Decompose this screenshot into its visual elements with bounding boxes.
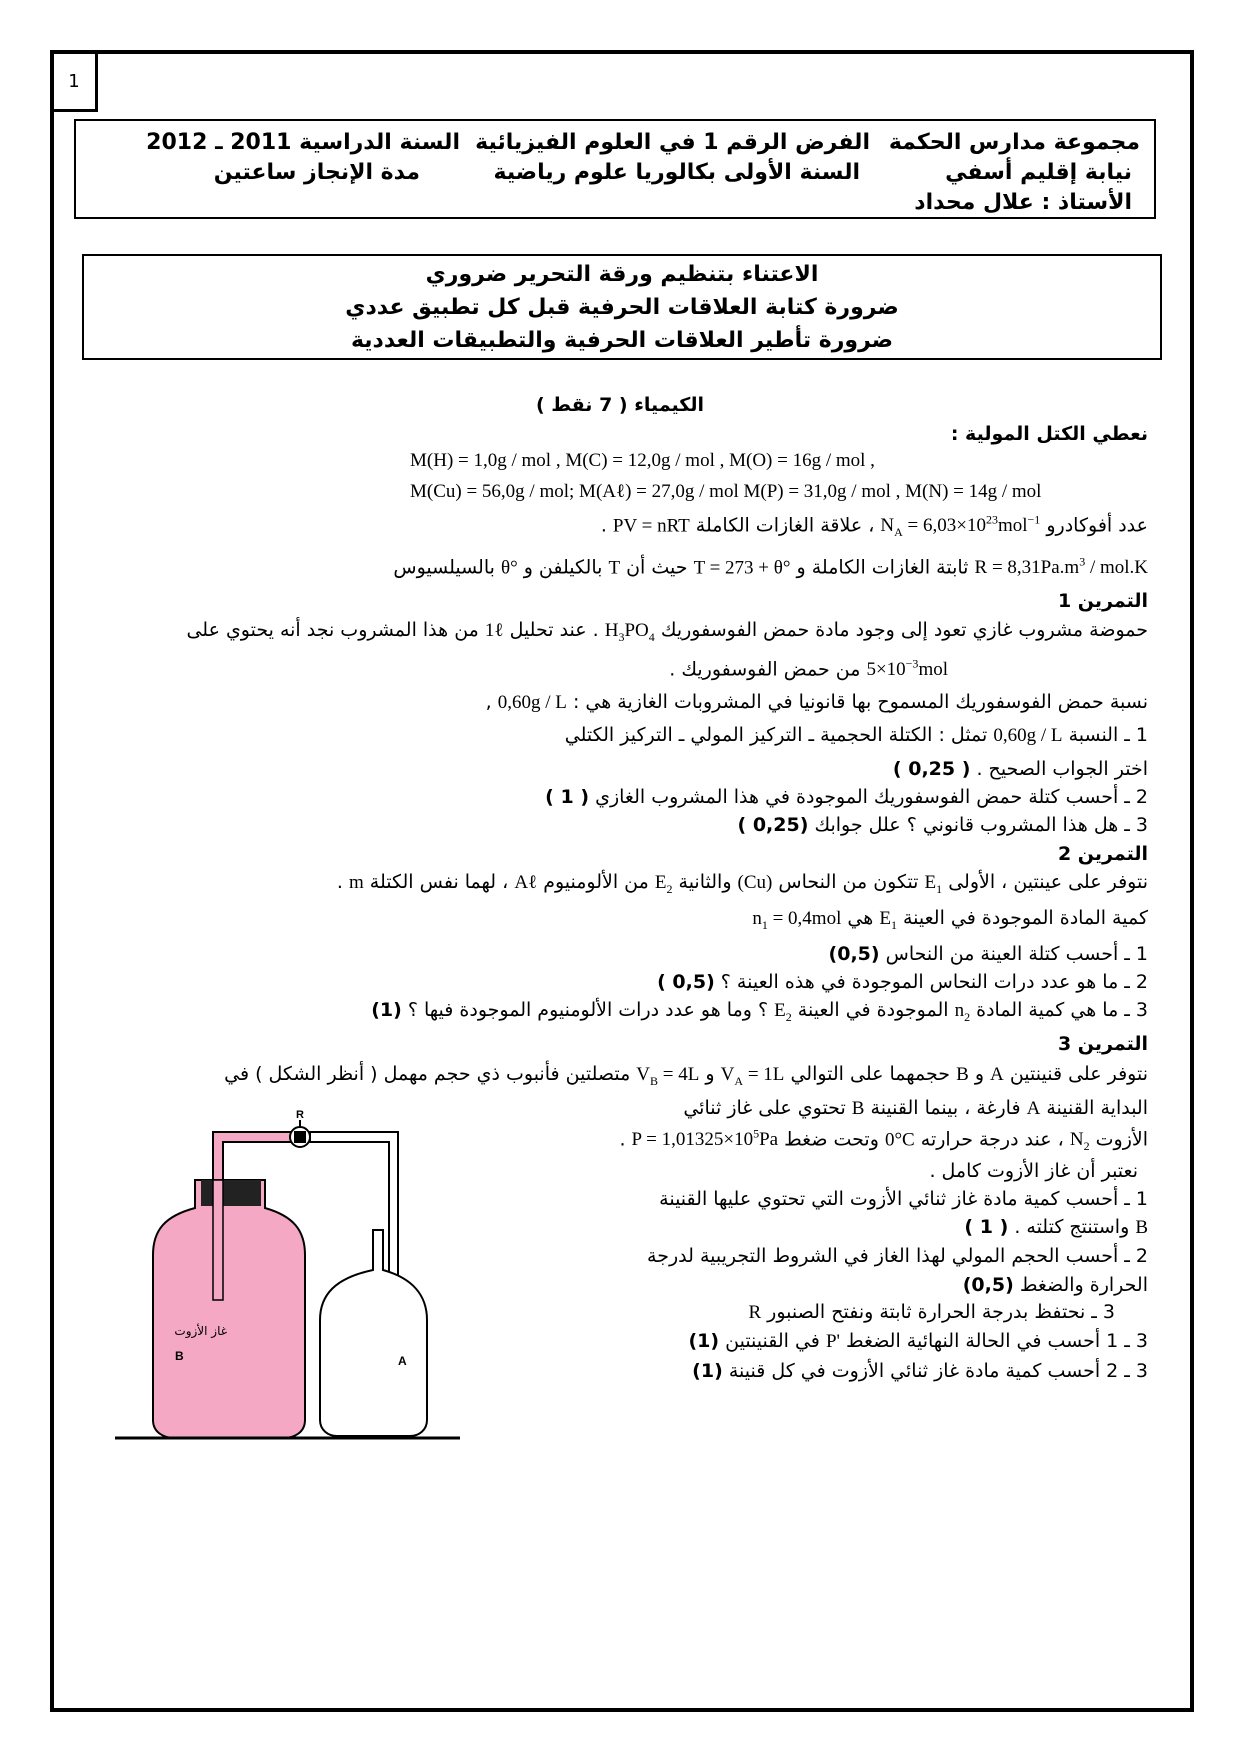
ex1-q2 bbox=[545, 786, 1148, 808]
ex3-p1a: نتوفر على قنينتين bbox=[1009, 1063, 1148, 1085]
kelvin-relation: T = 273 + θ° bbox=[693, 557, 791, 579]
ex1-para-2 bbox=[669, 657, 948, 681]
ex3-q3-1 bbox=[688, 1330, 1148, 1353]
ex2-q3-points: (1) bbox=[371, 999, 402, 1021]
bottle-b-ref-2: B bbox=[851, 1098, 865, 1119]
avogadro-value: $N_A = 6,03\times 10^{23}mol^{-1}$ bbox=[880, 513, 1041, 540]
ex3-q3-2 bbox=[692, 1360, 1148, 1382]
ex3-p3b: ، عند درجة حرارته bbox=[920, 1128, 1064, 1151]
copper-symbol: (Cu) bbox=[737, 872, 773, 893]
ex2-q1-points: (0,5) bbox=[828, 943, 880, 965]
bottle-a-ref-2: A bbox=[1026, 1098, 1041, 1119]
ex1-p1a: حموضة مشروب غازي تعود إلى وجود مادة حمض الفوسفوريك bbox=[660, 619, 1148, 641]
class-level: السنة الأولى بكالوريا علوم رياضية bbox=[493, 160, 860, 185]
notice-line-1: الاعتناء بتنظيم ورقة التحرير ضروري bbox=[425, 262, 819, 287]
teacher-name: الأستاذ : علال محداد bbox=[914, 190, 1132, 215]
ex3-q1: 1 ـ أحسب كمية مادة غاز ثنائي الأزوت التي تحتوي عليها القنينة bbox=[659, 1188, 1148, 1210]
notice-line-3: ضرورة تأطير العلاقات الحرفية والتطبيقات العددية bbox=[350, 328, 894, 353]
ex1-p3: نسبة حمض الفوسفوريك المسموح بها قانونيا في المشروبات الغازية هي : bbox=[572, 691, 1148, 713]
and-word-2: و bbox=[705, 1063, 715, 1085]
ex2-q2 bbox=[657, 971, 1148, 993]
molar-masses-line-2: M(Cu) = 56,0g / mol; M(Aℓ) = 27,0g / mol M(P) = 31,0g / mol , M(N) = 14g / mol bbox=[410, 481, 1042, 502]
phosphoric-acid-formula: $H_3PO_4$ bbox=[604, 620, 655, 644]
ex3-q31b: في القنينتين bbox=[725, 1330, 820, 1352]
ex3-q1b: واستنتج كتلته . bbox=[1014, 1216, 1130, 1238]
ex2-q3a: 3 ـ ما هي كمية المادة bbox=[976, 999, 1148, 1021]
ex2-p1d: من الألومنيوم bbox=[543, 871, 649, 893]
ex2-q3c: ؟ وما هو عدد درات الألومنيوم الموجودة فيها ؟ bbox=[407, 999, 769, 1021]
t-symbol: T bbox=[608, 557, 621, 579]
gas-constant: $R = 8,31Pa.m^3 / mol.K$ bbox=[974, 555, 1148, 579]
ex2-para-2 bbox=[752, 907, 1148, 933]
aluminium-symbol: Aℓ bbox=[514, 872, 538, 893]
gas-constant-text: ثابتة الغازات الكاملة و bbox=[796, 556, 969, 579]
ex3-para-4: نعتبر أن غاز الأزوت كامل . bbox=[929, 1160, 1138, 1182]
pressure-value: $P = 1,01325\times 10^5Pa$ bbox=[631, 1127, 779, 1151]
ex2-title: التمرين 2 bbox=[1057, 843, 1148, 865]
ex3-p3a: الأزوت bbox=[1095, 1128, 1148, 1151]
bottle-b-ref-3: B bbox=[1135, 1217, 1148, 1238]
mass-m: m bbox=[348, 872, 364, 893]
ex1-q3-points: (0,25 ) bbox=[737, 814, 809, 836]
notice-line-2: ضرورة كتابة العلاقات الحرفية قبل كل تطبيق عددي bbox=[345, 295, 899, 320]
volume-b: $V_B = 4L$ bbox=[636, 1064, 700, 1088]
ex1-q1-choose bbox=[893, 758, 1148, 780]
constants-line-1: عدد أفوكادرو $N_A = 6,03\times 10^{23}mol^{-1}$ ، علاقة الغازات الكاملة PV = nRT . bbox=[600, 513, 1148, 540]
ex1-p1b: . عند تحليل bbox=[509, 619, 599, 641]
gas-label: غاز الأزوت bbox=[174, 1324, 227, 1338]
ex1-q3 bbox=[738, 814, 1148, 836]
ex2-p1c: والثانية bbox=[678, 871, 732, 893]
ex1-p1c: من هذا المشروب نجد أنه يحتوي على bbox=[186, 619, 479, 641]
temperature-0c: 0°C bbox=[884, 1129, 915, 1151]
n2-formula: $N_2$ bbox=[1069, 1129, 1090, 1154]
ex3-para-2 bbox=[683, 1097, 1148, 1120]
bottle-a bbox=[320, 1230, 427, 1436]
theta-symbol: θ° bbox=[500, 557, 518, 579]
ex1-para-1 bbox=[186, 619, 1148, 645]
sample-e2: $E_2$ bbox=[654, 872, 673, 896]
sample-e1-ref: $E_1$ bbox=[879, 908, 897, 932]
school-year: السنة الدراسية 2011 ـ 2012 bbox=[146, 130, 460, 155]
ex3-q2-points: (0,5) bbox=[962, 1274, 1014, 1296]
avogadro-label: عدد أفوكادرو bbox=[1046, 514, 1148, 537]
constants-text-3: بالكيلفن و bbox=[523, 556, 603, 579]
ex2-q1-text: 1 ـ أحسب كتلة العينة من النحاس bbox=[885, 943, 1148, 965]
ex3-q2b: الحرارة والضغط bbox=[1019, 1274, 1148, 1296]
ex3-q32-text: 3 ـ 2 أحسب كمية مادة غاز ثنائي الأزوت في كل قنينة bbox=[728, 1360, 1148, 1382]
instructions-box bbox=[82, 254, 1162, 360]
sample-e1: $E_1$ bbox=[924, 872, 943, 896]
ideal-gas-law: PV = nRT bbox=[612, 515, 690, 537]
ex3-p2b: فارغة ، بينما القنينة bbox=[870, 1097, 1021, 1119]
ex3-p1c: متصلتين فأنبوب ذي حجم مهمل ( أنظر الشكل ) في bbox=[224, 1063, 631, 1085]
ex3-q3-text: 3 ـ نحتفظ بدرجة الحرارة ثابتة ونفتح الصنبور bbox=[767, 1301, 1115, 1323]
bottles-figure bbox=[115, 1109, 485, 1440]
acid-amount: $5\times 10^{-3}mol$ bbox=[866, 657, 948, 681]
ex1-q2-text: 2 ـ أحسب كتلة حمض الفوسفوريك الموجودة في هذا المشروب الغازي bbox=[595, 786, 1148, 808]
n1-value: $n_1 = 0,4mol$ bbox=[752, 908, 842, 932]
ex1-q3-text: 3 ـ هل هذا المشروب قانوني ؟ علل جوابك bbox=[814, 814, 1148, 836]
molar-masses-line-1: M(H) = 1,0g / mol , M(C) = 12,0g / mol , M(O) = 16g / mol , bbox=[410, 450, 875, 471]
chemistry-title: الكيمياء ( 7 نقط ) bbox=[535, 394, 705, 416]
ex2-p1b: تتكون من النحاس bbox=[778, 871, 919, 893]
bottle-a-ref: A bbox=[990, 1064, 1004, 1085]
volume-1l: 1ℓ bbox=[484, 620, 504, 641]
ex2-para-1: نتوفر على عينتين ، الأولى $E_1$ تتكون من النحاس (Cu) والثانية $E_2$ من الألومنيوم Aℓ ، لهما نفس الكتلة m . bbox=[336, 871, 1148, 896]
n2-symbol: $n_2$ bbox=[954, 1000, 971, 1024]
ex1-title: التمرين 1 bbox=[1057, 590, 1148, 612]
ex1-para-3: نسبة حمض الفوسفوريك المسموح بها قانونيا في المشروبات الغازية هي : 0,60g / L , bbox=[485, 691, 1148, 713]
ex2-p1a: نتوفر على عينتين ، الأولى bbox=[948, 871, 1148, 893]
bottle-b-ref: B bbox=[956, 1064, 969, 1085]
constants-text-2: حيث أن bbox=[626, 556, 688, 579]
ex2-p2a: كمية المادة الموجودة في العينة bbox=[902, 907, 1148, 929]
ex3-q3 bbox=[748, 1301, 1115, 1324]
ex3-p2a: البداية القنينة bbox=[1046, 1097, 1148, 1119]
ex2-p2b: هي bbox=[847, 907, 874, 929]
volume-a: $V_A = 1L$ bbox=[720, 1064, 785, 1088]
duration: مدة الإنجاز ساعتين bbox=[213, 160, 420, 185]
ex3-title: التمرين 3 bbox=[1057, 1033, 1148, 1055]
ex2-p1e: ، لهما نفس الكتلة bbox=[369, 871, 509, 893]
sample-e2-ref: $E_2$ bbox=[774, 1000, 792, 1024]
molar-masses-intro: نعطي الكتل المولية : bbox=[950, 423, 1148, 445]
ex3-q2-cont bbox=[963, 1274, 1148, 1296]
and-word: و bbox=[974, 1063, 984, 1085]
ex3-q31-points: (1) bbox=[688, 1330, 720, 1352]
ex2-q1 bbox=[829, 943, 1148, 965]
valve-label: R bbox=[296, 1109, 304, 1121]
bottle-a-label: A bbox=[398, 1354, 407, 1368]
ex1-p2: من حمض الفوسفوريك . bbox=[669, 658, 861, 681]
ex1-q2-points: ( 1 ) bbox=[545, 786, 590, 808]
ex3-p2c: تحتوي على غاز ثنائي bbox=[683, 1097, 846, 1119]
constants-text-4: بالسيلسيوس bbox=[393, 556, 495, 579]
school-name: مجموعة مدارس الحكمة bbox=[888, 130, 1140, 155]
bottle-b-label: B bbox=[175, 1349, 184, 1363]
ex3-para-1 bbox=[224, 1063, 1148, 1089]
exam-title: الفرض الرقم 1 في العلوم الفيزيائية bbox=[475, 130, 870, 155]
ex1-q1-points: ( 0,25 ) bbox=[892, 758, 971, 780]
ex3-p3c: وتحت ضغط bbox=[784, 1128, 879, 1151]
ex1-q1c: اختر الجواب الصحيح . bbox=[976, 758, 1148, 780]
ex3-p1b: حجمهما على التوالي bbox=[790, 1063, 951, 1085]
allowed-ratio: 0,60g / L bbox=[497, 692, 567, 713]
ex2-q2-text: 2 ـ ما هو عدد درات النحاس الموجودة في هذه العينة ؟ bbox=[720, 971, 1148, 993]
ex1-q1-value: 0,60g / L bbox=[993, 725, 1063, 746]
ex3-q31-text: 3 ـ 1 أحسب في الحالة النهائية الضغط bbox=[846, 1330, 1148, 1352]
province: نيابة إقليم أسفي bbox=[945, 160, 1132, 185]
page-number: 1 bbox=[53, 53, 98, 112]
exam-header bbox=[74, 119, 1156, 219]
ex1-q1 bbox=[565, 724, 1148, 747]
ideal-gas-label: ، علاقة الغازات الكاملة bbox=[695, 514, 875, 537]
ex3-q1-cont bbox=[964, 1216, 1148, 1239]
valve-r-ref: R bbox=[748, 1302, 762, 1323]
constants-line-2 bbox=[393, 555, 1148, 579]
bottle-b bbox=[153, 1180, 305, 1438]
ex1-q1b: تمثل : الكتلة الحجمية ـ التركيز المولي ـ التركيز الكتلي bbox=[564, 724, 988, 746]
ex2-q3 bbox=[371, 999, 1148, 1025]
ex3-para-3: الأزوت $N_2$ ، عند درجة حرارته 0°C وتحت ضغط $P = 1,01325\times 10^5Pa$ . bbox=[619, 1127, 1148, 1154]
ex3-q32-points: (1) bbox=[692, 1360, 723, 1382]
ex2-q2-points: (0,5 ) bbox=[657, 971, 715, 993]
ex3-q1-points: ( 1 ) bbox=[964, 1216, 1009, 1238]
final-pressure: P' bbox=[825, 1331, 840, 1352]
ex2-q3b: الموجودة في العينة bbox=[797, 999, 949, 1021]
ex1-q1a: 1 ـ النسبة bbox=[1068, 724, 1148, 746]
ex3-q2: 2 ـ أحسب الحجم المولي لهذا الغاز في الشروط التجريبية لدرجة bbox=[647, 1245, 1148, 1267]
pipe-a bbox=[310, 1132, 398, 1280]
